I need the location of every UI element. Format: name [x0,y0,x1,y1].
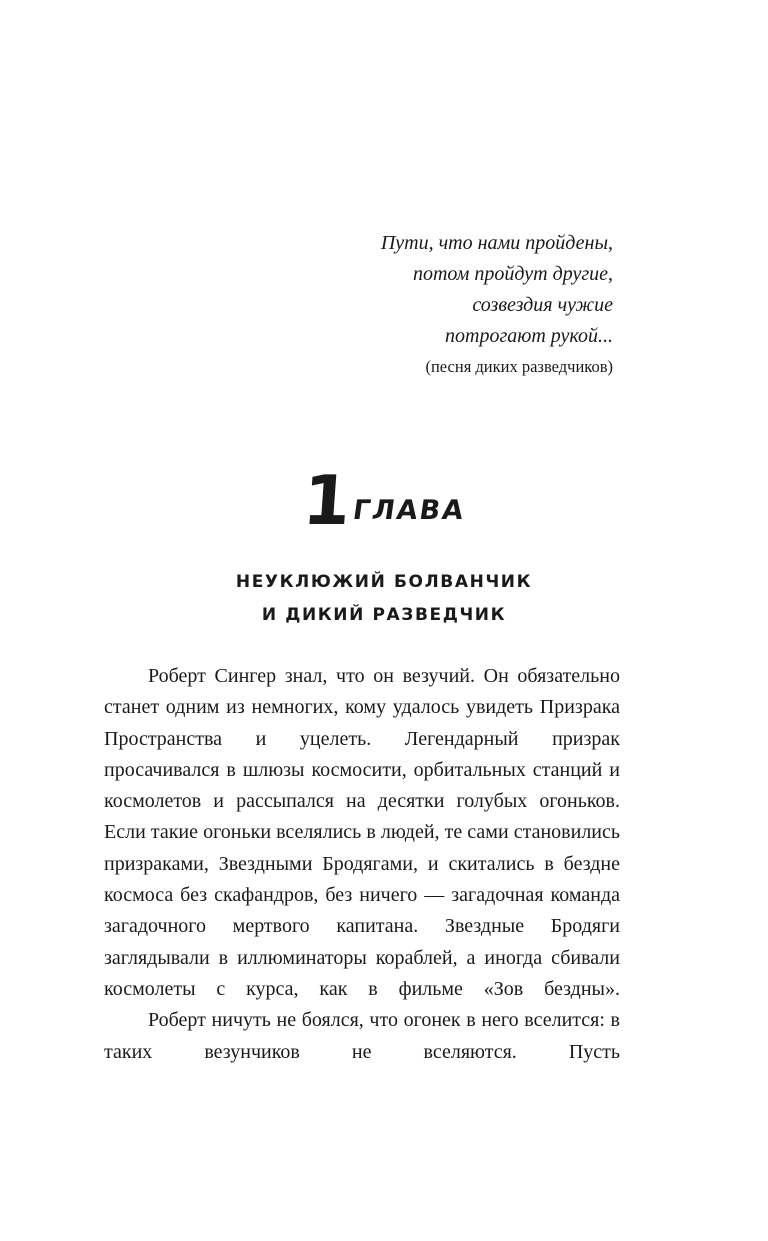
chapter-title-line: НЕУКЛЮЖИЙ БОЛВАНЧИК [235,572,533,592]
paragraph: Роберт ничуть не боялся, что огонек в него вселится: в таких везунчиков не вселяются. Пусть [104,1009,620,1063]
body-text [104,661,620,1068]
epigraph [381,228,613,382]
chapter-word: ГЛАВА [350,495,467,526]
epigraph-line: потом пройдут другие, [412,263,613,285]
epigraph-line: Пути, что нами пройдены, [380,232,613,254]
chapter-number: 1 [300,462,352,541]
epigraph-line: потрогают рукой... [445,325,613,347]
paragraph: Роберт Сингер знал, что он везучий. Он обязательно станет одним из немногих, кому удалось увидеть Призрака Пространства и уцелеть. Легендарный призрак просачивался в шлюзы космосити, орбитальных станций и космолетов и рассыпался на десятки голубых огоньков. Если такие огоньки вселялись в людей, те сами становились призраками, Звездными Бродягами, и скитались в бездне космоса без скафандров, без ничего — загадочная команда загадочного мертвого капитана. Звездные Бродяги заглядывали в иллюминаторы кораблей, а иногда сбивали космолеты с курса, как в фильме «Зов бездны». [104,665,620,1000]
chapter-heading [0,462,768,541]
epigraph-source: (песня диких разведчиков) [425,357,613,376]
chapter-title-line: И ДИКИЙ РАЗВЕДЧИК [261,605,507,625]
chapter-title [0,566,768,632]
epigraph-line: созвездия чужие [472,294,613,316]
